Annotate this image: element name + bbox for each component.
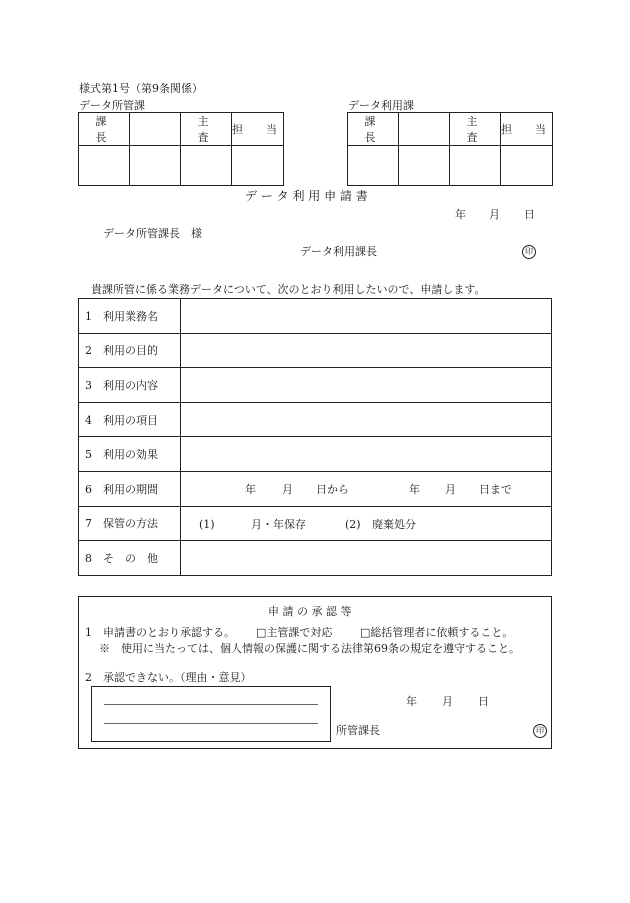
stamp-cell[interactable] bbox=[79, 146, 130, 186]
reason-box[interactable] bbox=[91, 686, 331, 742]
stamp-cell[interactable] bbox=[450, 146, 501, 186]
period-to-year: 年 bbox=[409, 482, 420, 496]
approval-section bbox=[78, 596, 552, 749]
approve-item: 1 申請書のとおり承認する。 bbox=[85, 626, 235, 639]
stamp-cell[interactable] bbox=[399, 146, 450, 186]
checkbox-general-manager[interactable]: □総括管理者に依頼すること。 bbox=[360, 626, 514, 639]
applicant: データ利用課長 bbox=[300, 245, 377, 258]
row-label-storage: 7 保管の方法 bbox=[79, 506, 181, 541]
storage-option-1-text: 月・年保存 bbox=[251, 517, 306, 531]
table-row bbox=[79, 299, 552, 334]
period-from-suffix: 日から bbox=[316, 482, 349, 496]
approval-date-day: 日 bbox=[478, 695, 489, 708]
table-row bbox=[79, 368, 552, 403]
table-row bbox=[79, 402, 552, 437]
stamp-cell[interactable] bbox=[232, 146, 284, 186]
row-label-items: 4 利用の項目 bbox=[79, 402, 181, 437]
row-label-other: 8 そ の 他 bbox=[79, 541, 181, 576]
right-stamp-table bbox=[347, 112, 553, 186]
approval-date-month: 月 bbox=[442, 695, 453, 708]
stamp-header-supervisor: 主 査 bbox=[450, 113, 501, 146]
storage-field[interactable] bbox=[181, 506, 552, 541]
stamp-header-blank bbox=[130, 113, 181, 146]
items-field[interactable] bbox=[181, 402, 552, 437]
stamp-header-chief: 課 長 bbox=[348, 113, 399, 146]
date-month: 月 bbox=[489, 208, 500, 221]
approval-title: 申 請 の 承 認 等 bbox=[268, 605, 352, 618]
seal-icon: 印 bbox=[522, 245, 536, 259]
period-from-month: 月 bbox=[282, 482, 293, 496]
row-label-business-name: 1 利用業務名 bbox=[79, 299, 181, 334]
table-row bbox=[79, 333, 552, 368]
approval-date-year: 年 bbox=[406, 695, 417, 708]
stamp-cell[interactable] bbox=[181, 146, 232, 186]
compliance-note: ※ 使用に当たっては、個人情報の保護に関する法律第69条の規定を遵守すること。 bbox=[99, 642, 520, 655]
stamp-header-staff: 担 当 bbox=[232, 113, 284, 146]
reason-line bbox=[104, 704, 318, 705]
reason-line bbox=[104, 723, 318, 724]
approval-signer: 所管課長 bbox=[336, 724, 380, 737]
table-row bbox=[79, 541, 552, 576]
storage-option-1-number: (1) bbox=[199, 517, 215, 531]
seal-icon: 印 bbox=[533, 724, 547, 738]
document-title: デ ー タ 利 用 申 請 書 bbox=[245, 189, 368, 203]
stamp-header-chief: 課 長 bbox=[79, 113, 130, 146]
row-label-content: 3 利用の内容 bbox=[79, 368, 181, 403]
table-row bbox=[79, 437, 552, 472]
date-year: 年 bbox=[455, 208, 466, 221]
purpose-field[interactable] bbox=[181, 333, 552, 368]
table-row bbox=[79, 506, 552, 541]
stamp-cell[interactable] bbox=[348, 146, 399, 186]
date-day: 日 bbox=[524, 208, 535, 221]
left-stamp-title: データ所管課 bbox=[79, 99, 145, 112]
application-table bbox=[78, 298, 552, 576]
row-label-purpose: 2 利用の目的 bbox=[79, 333, 181, 368]
left-stamp-table bbox=[78, 112, 284, 186]
business-name-field[interactable] bbox=[181, 299, 552, 334]
row-label-period: 6 利用の期間 bbox=[79, 471, 181, 506]
right-stamp-title: データ利用課 bbox=[348, 99, 414, 112]
intro-text: 貴課所管に係る業務データについて、次のとおり利用したいので、申請します。 bbox=[91, 283, 486, 296]
period-field[interactable] bbox=[181, 471, 552, 506]
form-number: 様式第1号（第9条関係） bbox=[79, 82, 203, 95]
stamp-cell[interactable] bbox=[130, 146, 181, 186]
period-from-year: 年 bbox=[245, 482, 256, 496]
stamp-header-supervisor: 主 査 bbox=[181, 113, 232, 146]
row-label-effect: 5 利用の効果 bbox=[79, 437, 181, 472]
checkbox-main-dept[interactable]: □主管課で対応 bbox=[256, 626, 333, 639]
period-to-month: 月 bbox=[445, 482, 456, 496]
content-field[interactable] bbox=[181, 368, 552, 403]
period-to-suffix: 日まで bbox=[479, 482, 512, 496]
table-row bbox=[79, 471, 552, 506]
addressee: データ所管課長 様 bbox=[103, 227, 202, 240]
reject-item: 2 承認できない。（理由・意見） bbox=[85, 671, 252, 684]
stamp-cell[interactable] bbox=[501, 146, 553, 186]
storage-option-2-number: (2) bbox=[345, 517, 361, 531]
stamp-header-blank bbox=[399, 113, 450, 146]
effect-field[interactable] bbox=[181, 437, 552, 472]
stamp-header-staff: 担 当 bbox=[501, 113, 553, 146]
storage-option-2-text: 廃棄処分 bbox=[372, 517, 416, 531]
other-field[interactable] bbox=[181, 541, 552, 576]
